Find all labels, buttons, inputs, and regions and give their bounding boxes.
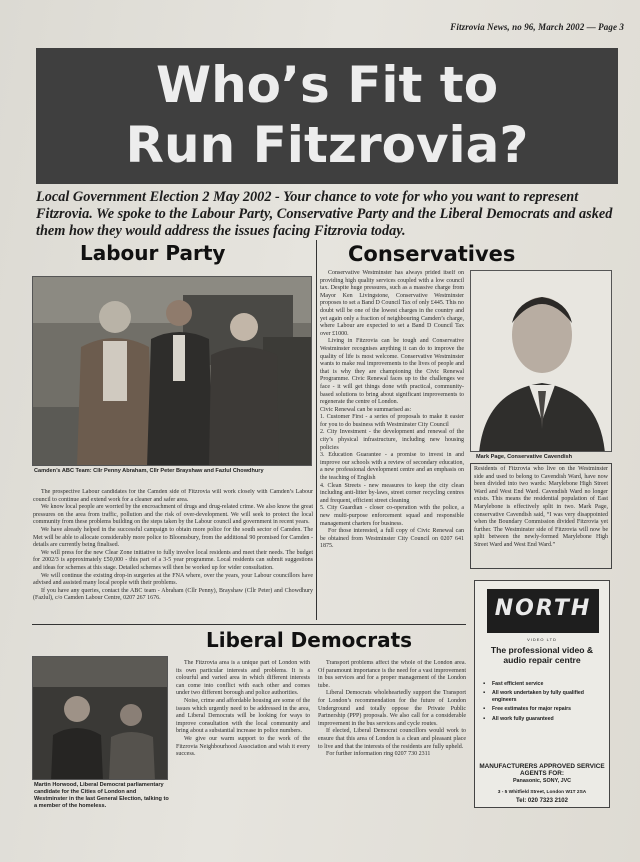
conservatives-paragraph: For those interested, a full copy of Civic Renewal can be obtained from Westminster City Council on 0207 641 1875. bbox=[320, 528, 464, 550]
labour-paragraph: The prospective Labour candidates for the Camden side of Fitzrovia will work closely with Camden’s Labour council to continue and extend work for a cleaner and safer area. bbox=[33, 489, 313, 503]
labour-paragraph: We have already helped in the successful campaign to obtain more police for the south sector of Camden. The Met will be able to allocate considerably more police to Bloomsbury, from the additional 90 promised for Camden - details are currently being finalised. bbox=[33, 526, 313, 549]
advert-feature: ▪ All work fully guaranteed bbox=[483, 716, 607, 722]
conservatives-list-item: 3. Education Guarantee - a promise to invest in and improve our schools with a review of secondary education, a new professional development centre and an emphasis on the teaching of English bbox=[320, 452, 464, 482]
ward-boundary-box: Residents of Fitzrovia who live on the Westminster side and used to belong to Cavendish Ward, have now been divided into two wards: Marylebone High Street Ward and West End Ward. Cavendish Ward no longer exists. This means the residential population of East Marylebone is effectively split in two. Mark Page, conservative Cavendish said, “I was very disappointed when the Boundary Commission divided Fitzrovia yet further. The Westminster side of Fitzrovia will now be split between the newly-formed Marylebone High Street Ward and West End Ward.” bbox=[470, 463, 612, 569]
advert-headline: The professional video & audio repair centre bbox=[490, 645, 594, 665]
conservatives-caption: Mark Page, Conservative Cavendish bbox=[476, 454, 573, 460]
conservatives-photo-image bbox=[471, 271, 612, 452]
libdem-paragraph: Noise, crime and affordable housing are some of the issues which urgently need to be addressed in the area, and Liberal Democrats will be looking for ways to improve consultation with the local community and bring about a substantial increase in police numbers. bbox=[176, 697, 310, 735]
advert-logo-subtitle: VIDEO LTD bbox=[527, 637, 557, 642]
libdem-title: Liberal Democrats bbox=[206, 628, 413, 652]
libdem-photo bbox=[32, 656, 168, 780]
headline-banner bbox=[36, 48, 618, 184]
advert-telephone: Tel: 020 7323 2102 bbox=[516, 798, 568, 804]
conservatives-list-item: 1. Customer First - a series of proposals to make it easier for you to do business with Westminster City Council bbox=[320, 414, 464, 428]
advert-address: 3 - 5 Whitfield Street, London W1T 2SA bbox=[497, 790, 587, 795]
advert-brands: Panasonic, SONY, JVC bbox=[512, 778, 572, 784]
libdem-body-col-1 bbox=[176, 660, 310, 810]
conservatives-list-item: 5. City Guardian - closer co-operation with the police, a new multi-purpose enforcement squad and responsible management charters for business. bbox=[320, 505, 464, 527]
libdem-paragraph: If elected, Liberal Democrat councillors would work to ensure that this area of London is a clean and pleasant place to live and that the interests of the residents are fully upheld. bbox=[318, 728, 466, 750]
page-folio: Fitzrovia News, no 96, March 2002 — Page 3 bbox=[450, 22, 624, 32]
labour-paragraph: We will continue the existing drop-in surgeries at the FNA where, over the years, your Labour councillors have advised and assisted many local people with their problems. bbox=[33, 572, 313, 587]
labour-body bbox=[33, 489, 313, 617]
libdem-photo-image bbox=[33, 657, 168, 780]
labour-photo bbox=[32, 276, 312, 466]
section-divider bbox=[32, 624, 466, 625]
labour-paragraph: We will press for the new Clear Zone initiative to fully involve local residents and meet their needs. The budget for 2002/3 is approximately £50,000 - this part of a 3-5 year programme. Local residents can submit suggestions and ideas for schemes at this stage. Detailed schemes will then be worked up for wider consultation. bbox=[33, 549, 313, 571]
labour-paragraph: If you have any queries, contact the ABC team - Abraham (Cllr Penny), Brayshaw (Cllr Peter) and Chowdhury (Fazlul), c/o Camden Labour Centre, 0207 267 1676. bbox=[33, 587, 313, 602]
labour-paragraph: We know local people are worried by the encroachment of drugs and drug-related crime. We also know the great pressures on the area from traffic, pollution and the risk of over-development. We will seek to protect the local community from these problems building on the steps taken by the Labour council and government in recent years. bbox=[33, 504, 313, 526]
libdem-caption: Martin Horwood, Liberal Democrat parliamentary candidate for the Cities of London and Westminster in the last General Election, talking to a member of the homeless. bbox=[34, 782, 169, 809]
labour-title: Labour Party bbox=[80, 241, 226, 265]
libdem-paragraph: We give our warm support to the work of the Fitzrovia Neighbourhood Association and wish it every success. bbox=[176, 735, 310, 758]
headline-line-1: Who’s Fit to bbox=[155, 56, 499, 114]
libdem-paragraph: Transport problems affect the whole of the London area. Of paramount importance is the need for a vast improvement in bus services and for a proper management of the London tube. bbox=[318, 660, 466, 689]
conservatives-photo bbox=[470, 270, 612, 452]
advert-manufacturers: MANUFACTURERS APPROVED SERVICE AGENTS FOR: bbox=[479, 763, 605, 778]
advert-feature: ▪ All work undertaken by fully qualified engineers bbox=[483, 690, 607, 703]
conservatives-paragraph: Living in Fitzrovia can be tough and Conservative Westminster recognises anything it can do to improve the quality of life is most welcome. Conservative Westminster wants to make real improvements to the lives of people and that is why they are championing the Civic Renewal Programme. Civic Renewal faces up to the challenges we face - it will get things done with practical, community-based solutions to bring about significant improvements to regenerate the centre of London. bbox=[320, 338, 464, 406]
video-repair-advert bbox=[474, 580, 610, 808]
conservatives-list-item: 2. City Investment - the development and renewal of the city’s physical infrastructure, including new housing policies bbox=[320, 429, 464, 451]
labour-caption: Camden’s ABC Team: Cllr Penny Abraham, Cllr Peter Brayshaw and Fazlul Chowdhury bbox=[34, 468, 264, 474]
advert-feature: ▪ Free estimates for major repairs bbox=[483, 706, 607, 712]
labour-photo-image bbox=[33, 277, 312, 466]
advert-feature: ▪ Fast efficient service bbox=[483, 681, 607, 687]
intro-text: Local Government Election 2 May 2002 - Your chance to vote for who you want to represent Fitzrovia. We spoke to the Labour Party, Conservative Party and the Liberal Democrats and asked them how they would address the issues facing Fitzrovia today. bbox=[36, 189, 613, 239]
conservatives-title: Conservatives bbox=[348, 242, 516, 266]
headline-line-2: Run Fitzrovia? bbox=[125, 116, 529, 174]
advert-features bbox=[483, 681, 607, 725]
conservatives-paragraph: Conservative Westminster has always prided itself on providing high quality services coupled with a low council tax. Despite huge pressures, such as a massive charge from Mayor Ken Livingstone, Conservative Westminster proposes to set a Band D Council Tax of only £445. This no doubt will be one of the lowest charges in the country and yet again only a fraction of neighbouring Camden’s charge, where Labour are expected to set a Band D Council Tax over £1000. bbox=[320, 270, 464, 337]
conservatives-body bbox=[320, 270, 464, 622]
libdem-paragraph: For further information ring 0207 730 2311 bbox=[326, 751, 431, 758]
conservatives-list-item: 4. Clean Streets - new measures to keep the city clean including anti-litter by-laws, street corner recycling centres and frequent, efficient street cleaning bbox=[320, 482, 464, 504]
column-divider bbox=[316, 240, 317, 620]
libdem-body-col-2 bbox=[318, 660, 466, 810]
conservatives-paragraph: Civic Renewal can be summarised as: bbox=[320, 406, 412, 413]
advert-logo: NORTH bbox=[487, 589, 599, 633]
libdem-paragraph: The Fitzrovia area is a unique part of London with its own particular interests and problems. It is a colourful and varied area in which different interests can come into conflict with each other and comes under two different borough and police authorities. bbox=[176, 660, 310, 697]
libdem-paragraph: Liberal Democrats wholeheartedly support the Transport for London’s recommendation for the future of London Underground and totally oppose the Private Public Partnership (PPP) proposals. We also call for a considerable improvement in the bus services and cycle routes. bbox=[318, 690, 466, 727]
